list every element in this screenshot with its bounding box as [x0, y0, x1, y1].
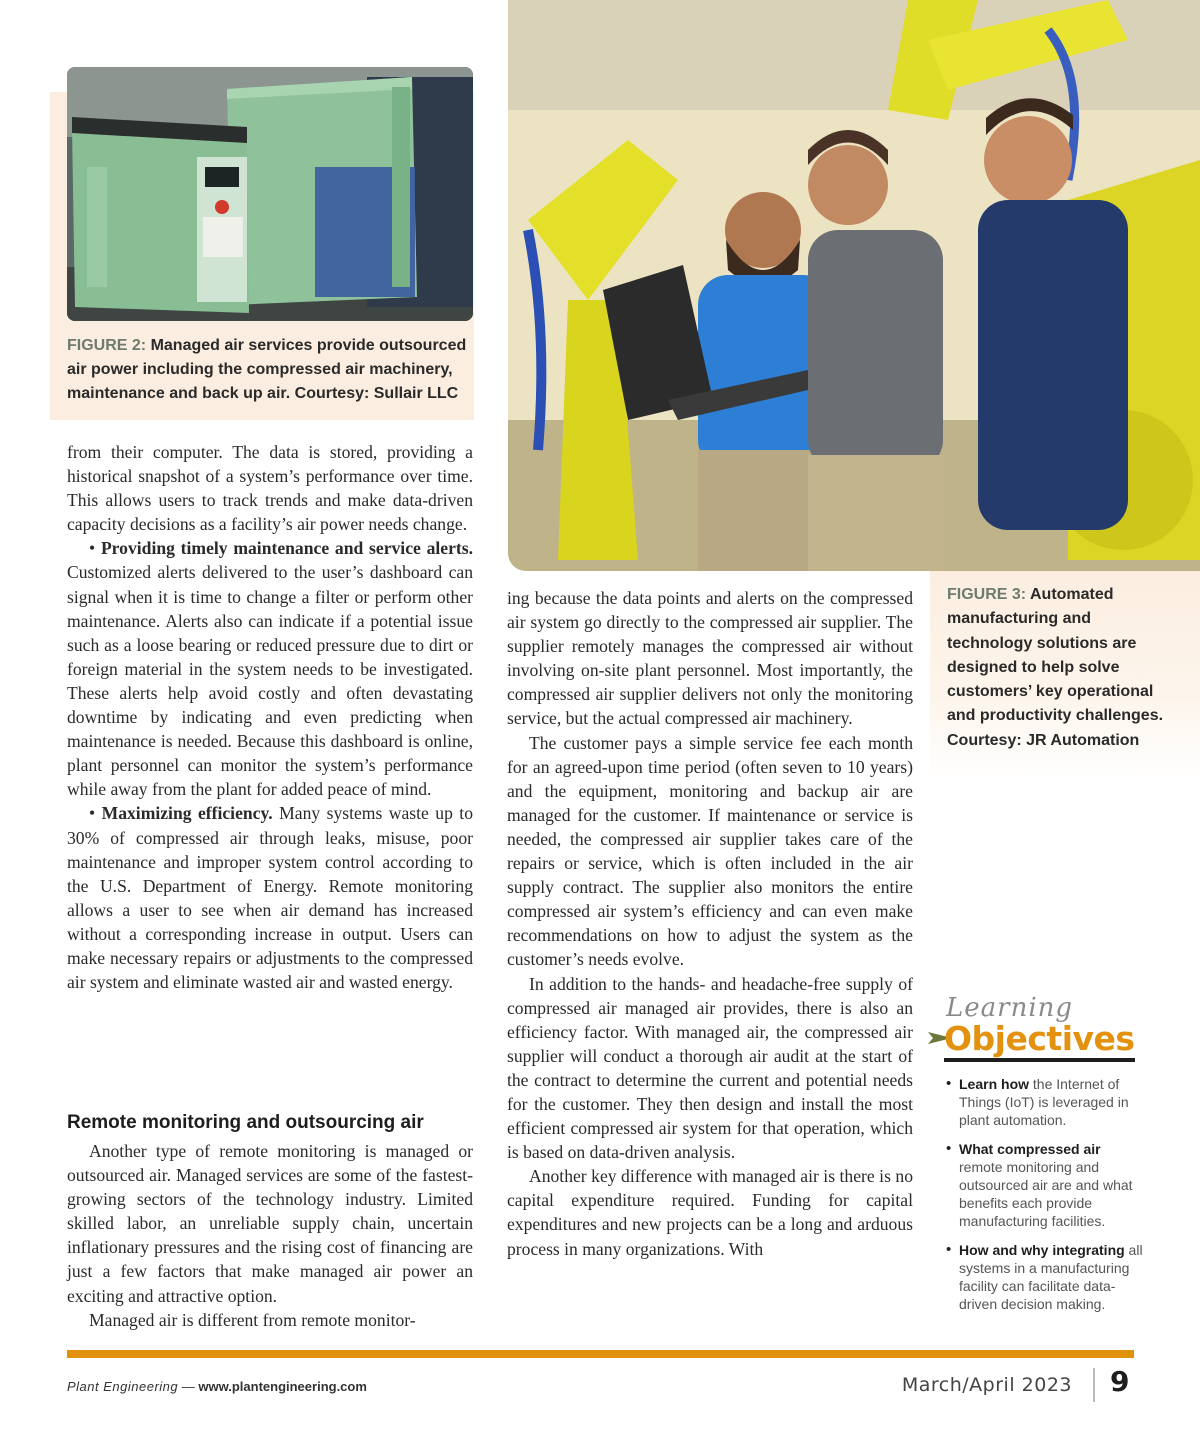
- figure-2-photo: [67, 67, 473, 321]
- publication-name: Plant Engineering: [67, 1379, 179, 1394]
- learning-objectives-list: [946, 1075, 1146, 1324]
- col1-paragraph-3: Managed air is different from remote monitor-: [89, 1309, 416, 1330]
- objective-text: remote monitoring and outsourced air are and what benefits each provide manufacturing facilities.: [959, 1159, 1133, 1229]
- bullet-maintenance-lead: Providing timely maintenance and service alerts.: [100, 538, 473, 559]
- learning-objectives-rule: [944, 1058, 1135, 1062]
- bullet-efficiency: • Maximizing efficiency. Many systems waste up to 30% of compressed air through leaks, misuse, poor maintenance and improper system control according to the U.S. Department of Energy. Remote monitoring allows a user to see when air demand has increased without a corresponding increase in output. Users can make necessary repairs or adjustments to the compressed air system and eliminate wasted air and wasted energy.: [67, 803, 473, 993]
- page-number: 9: [1110, 1365, 1130, 1398]
- body-column-1: [67, 440, 473, 994]
- bullet-maintenance-alerts: • Providing timely maintenance and service alerts. Customized alerts delivered to the user’s dashboard can signal when it is time to change a filter or perform other maintenance. Alerts also can indicate if a potential issue such as a loose bearing or reduced pressure due to dirt or foreign material in the system needs to be investigated. These alerts help avoid costly and often devastating downtime by indicating and even predicting when maintenance is needed. Because this dashboard is online, plant personnel can monitor the system’s performance while away from the plant for added peace of mind.: [67, 538, 473, 800]
- body-column-1-continued: [67, 1139, 473, 1332]
- learning-objectives-title-top: Learning: [946, 993, 1074, 1023]
- learning-objective-item: [946, 1140, 1146, 1230]
- section-heading: Remote monitoring and outsourcing air: [67, 1112, 424, 1133]
- body-column-2: [507, 586, 913, 1261]
- col1-paragraph-2: Another type of remote monitoring is managed or outsourced air. Managed services are some of the fastest-growing sectors of the technology industry. Limited skilled labor, an unreliable supply chain, uncertain inflationary pressures and the rising cost of financing are just a few factors that make managed air power an exciting and attractive option.: [67, 1141, 473, 1306]
- figure-2-caption-text: Managed air services provide outsourced air power including the compressed air machinery, maintenance and back up air. Courtesy: Sullair LLC: [67, 337, 467, 402]
- issue-date: March/April 2023: [901, 1374, 1072, 1396]
- objective-text: all systems in a manufacturing facility can facilitate data-driven decision making.: [959, 1242, 1143, 1312]
- figure-3-photo: [508, 0, 1200, 571]
- figure-3-caption-text: Automated manufacturing and technology solutions are designed to help solve customers’ key operational and productivity challenges. Courtesy: JR Automation: [947, 586, 1164, 749]
- col1-paragraph-1: from their computer. The data is stored, providing a historical snapshot of a system’s performance over time. This allows users to track trends and make data-driven capacity decisions as a facility’s air power needs change.: [67, 442, 473, 535]
- figure-3-caption: [947, 583, 1172, 753]
- learning-objective-item: [946, 1075, 1146, 1129]
- bullet-efficiency-lead: Maximizing efficiency.: [101, 803, 273, 824]
- footer-separator: [1093, 1368, 1095, 1402]
- footer-publication-line: [67, 1379, 367, 1394]
- bullet-maintenance-text: Customized alerts delivered to the user’s dashboard can signal when it is time to change a filter or perform other maintenance. Alerts also can indicate if a potential issue such as a loose bearing or reduced pressure due to dirt or foreign material in the system needs to be investigated. These alerts help avoid costly and often devastating downtime by indicating and even predicting when maintenance is needed. Because this dashboard is online, plant personnel can monitor the system’s performance while away from the plant for added peace of mind.: [67, 562, 473, 800]
- learning-objectives-title-main: Objectives: [944, 1019, 1135, 1058]
- objective-lead: Learn how: [959, 1076, 1030, 1092]
- learning-objective-item: [946, 1241, 1146, 1313]
- col2-paragraph-3: In addition to the hands- and headache-free supply of compressed air managed air provides, there is also an efficiency factor. With managed air, the compressed air supplier will conduct a thorough air audit at the start of the contract to determine the current and potential needs for the customer. They then design and install the most efficient compressed air system for that operation, which is based on data-driven analysis.: [507, 973, 913, 1163]
- col2-paragraph-4: Another key difference with managed air is there is no capital expenditure required. Funding for capital expenditures and new projects can be a long and arduous process in many organizations. With: [507, 1166, 913, 1259]
- col2-paragraph-1: ing because the data points and alerts on the compressed air system go directly to the compressed air supplier. The supplier remotely manages the compressed air without involving on-site plant personnel. Most importantly, the compressed air supplier delivers not only the monitoring service, but the actual compressed air machinery.: [507, 588, 913, 729]
- figure-3-label: FIGURE 3:: [947, 586, 1027, 603]
- objective-text: the Internet of Things (IoT) is leveraged in plant automation.: [959, 1076, 1129, 1128]
- figure-2-label: FIGURE 2:: [67, 337, 147, 354]
- col2-paragraph-2: The customer pays a simple service fee each month for an agreed-upon time period (often seven to 10 years) and the equipment, monitoring and backup air are managed for the customer. If maintenance or service is needed, the compressed air supplier takes care of the repairs or service, which is often included in the air supply contract. The supplier also monitors the entire compressed air system’s efficiency and can even make recommendations on how to adjust the system as the customer’s needs evolve.: [507, 732, 913, 970]
- footer-rule: [67, 1350, 1134, 1358]
- footer-dash: —: [178, 1379, 199, 1394]
- publication-url[interactable]: www.plantengineering.com: [198, 1379, 367, 1394]
- objective-lead: How and why integrating: [959, 1242, 1125, 1258]
- figure-2-caption: [67, 334, 467, 406]
- objective-lead: What compressed air: [959, 1141, 1101, 1157]
- bullet-efficiency-text: Many systems waste up to 30% of compressed air through leaks, misuse, poor maintenance and improper system control according to the U.S. Department of Energy. Remote monitoring allows a user to see when air demand has increased without a corresponding increase in output. Users can make necessary repairs or adjustments to the compressed air system and eliminate wasted air and wasted energy.: [67, 803, 473, 993]
